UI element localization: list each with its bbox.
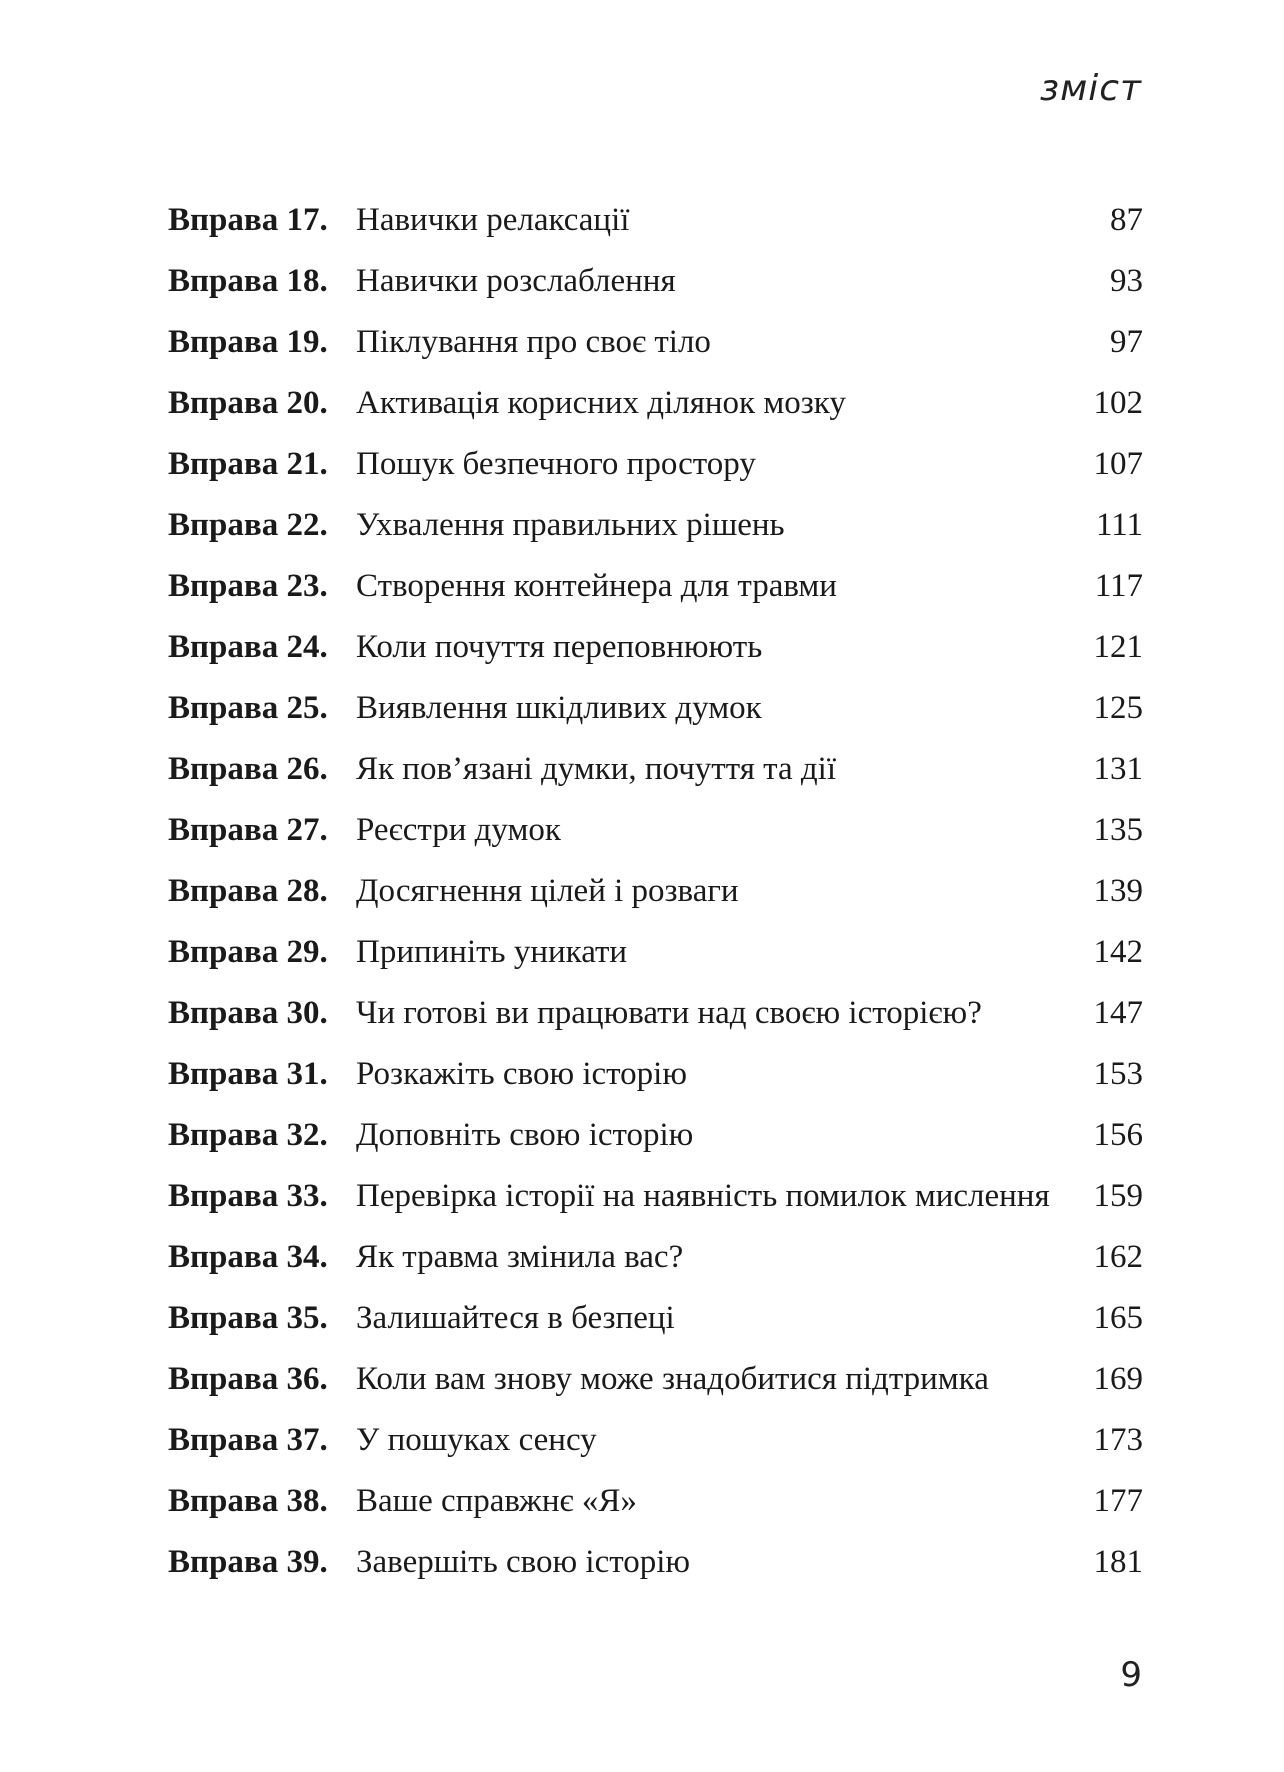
toc-entry-label: Вправа 19. [168, 324, 328, 360]
toc-entry [168, 739, 1143, 800]
toc-entry-page: 87 [1110, 202, 1143, 238]
toc-entry-page: 169 [1093, 1361, 1143, 1397]
toc-entry [168, 495, 1143, 556]
toc-entry-label: Вправа 23. [168, 568, 328, 604]
toc-entry [168, 1166, 1143, 1227]
toc-entry-title: Завершіть свою історію [356, 1544, 691, 1580]
toc-entry-title: Коли вам знову може знадобитися підтримка [356, 1361, 989, 1397]
toc-entry-label: Вправа 17. [168, 202, 328, 238]
toc-entry-title: Реєстри думок [356, 812, 561, 848]
toc-entry-title: Навички розслаблення [356, 263, 676, 299]
toc-entry-label: Вправа 21. [168, 446, 328, 482]
toc-entry-page: 165 [1093, 1300, 1143, 1336]
toc-entry-title: Коли почуття переповнюють [356, 629, 763, 665]
toc-entry-page: 102 [1093, 385, 1143, 421]
toc-entry-title: Припиніть уникати [356, 934, 628, 970]
toc-entry-label: Вправа 38. [168, 1483, 328, 1519]
toc-entry-title: Виявлення шкідливих думок [356, 690, 762, 726]
toc-entry-page: 156 [1093, 1117, 1143, 1153]
toc-entry-page: 162 [1093, 1239, 1143, 1275]
toc-entry-page: 97 [1110, 324, 1143, 360]
table-of-contents [168, 190, 1143, 1593]
toc-entry [168, 556, 1143, 617]
toc-entry-page: 131 [1093, 751, 1143, 787]
running-header: зміст [1039, 68, 1142, 109]
toc-entry-label: Вправа 31. [168, 1056, 328, 1092]
toc-entry-label: Вправа 33. [168, 1178, 328, 1214]
toc-entry-title: Як пов’язані думки, почуття та дії [356, 751, 836, 787]
toc-entry-title: У пошуках сенсу [356, 1422, 597, 1458]
toc-entry-label: Вправа 32. [168, 1117, 328, 1153]
toc-entry-page: 177 [1093, 1483, 1143, 1519]
toc-entry [168, 1471, 1143, 1532]
toc-entry-page: 159 [1093, 1178, 1143, 1214]
toc-entry-page: 135 [1093, 812, 1143, 848]
toc-entry [168, 251, 1143, 312]
toc-entry-page: 173 [1093, 1422, 1143, 1458]
toc-entry-title: Розкажіть свою історію [356, 1056, 687, 1092]
toc-entry-page: 107 [1093, 446, 1143, 482]
toc-entry [168, 373, 1143, 434]
toc-entry-page: 142 [1093, 934, 1143, 970]
toc-entry [168, 1288, 1143, 1349]
toc-entry-page: 121 [1093, 629, 1143, 665]
toc-entry [168, 800, 1143, 861]
toc-entry-page: 93 [1110, 263, 1143, 299]
toc-entry [168, 1410, 1143, 1471]
toc-entry-title: Як травма змінила вас? [356, 1239, 684, 1275]
toc-entry [168, 434, 1143, 495]
toc-entry-title: Ухвалення правильних рішень [356, 507, 785, 543]
toc-entry-label: Вправа 25. [168, 690, 328, 726]
page-number: 9 [1120, 1655, 1142, 1695]
toc-entry-page: 147 [1093, 995, 1143, 1031]
toc-entry-title: Чи готові ви працювати над своєю історією? [356, 995, 982, 1031]
toc-entry-label: Вправа 20. [168, 385, 328, 421]
toc-entry-label: Вправа 29. [168, 934, 328, 970]
toc-entry-label: Вправа 39. [168, 1544, 328, 1580]
toc-entry [168, 861, 1143, 922]
toc-entry [168, 190, 1143, 251]
toc-entry-title: Активація корисних ділянок мозку [356, 385, 846, 421]
toc-entry-page: 117 [1094, 568, 1143, 604]
toc-entry [168, 1349, 1143, 1410]
toc-entry-label: Вправа 22. [168, 507, 328, 543]
toc-entry-title: Створення контейнера для травми [356, 568, 837, 604]
toc-entry [168, 312, 1143, 373]
toc-entry-title: Залишайтеся в безпеці [356, 1300, 675, 1336]
toc-entry-title: Піклування про своє тіло [356, 324, 711, 360]
toc-entry-label: Вправа 18. [168, 263, 328, 299]
toc-entry-title: Ваше справжнє «Я» [356, 1483, 637, 1519]
toc-entry-label: Вправа 34. [168, 1239, 328, 1275]
toc-entry [168, 922, 1143, 983]
toc-entry-label: Вправа 24. [168, 629, 328, 665]
toc-entry-page: 181 [1093, 1544, 1143, 1580]
toc-entry-page: 111 [1095, 507, 1143, 543]
toc-entry [168, 678, 1143, 739]
toc-entry-label: Вправа 30. [168, 995, 328, 1031]
toc-entry-label: Вправа 35. [168, 1300, 328, 1336]
toc-entry-label: Вправа 26. [168, 751, 328, 787]
toc-entry [168, 1044, 1143, 1105]
toc-entry-page: 125 [1093, 690, 1143, 726]
toc-entry-label: Вправа 28. [168, 873, 328, 909]
toc-entry [168, 1227, 1143, 1288]
toc-entry-label: Вправа 36. [168, 1361, 328, 1397]
toc-entry [168, 983, 1143, 1044]
toc-entry-label: Вправа 27. [168, 812, 328, 848]
toc-entry-title: Досягнення цілей і розваги [356, 873, 739, 909]
toc-entry-label: Вправа 37. [168, 1422, 328, 1458]
toc-entry-title: Навички релаксації [356, 202, 630, 238]
toc-entry-page: 153 [1093, 1056, 1143, 1092]
toc-entry [168, 1532, 1143, 1593]
toc-entry-title: Пошук безпечного простору [356, 446, 756, 482]
toc-entry [168, 1105, 1143, 1166]
toc-entry-page: 139 [1093, 873, 1143, 909]
toc-entry-title: Доповніть свою історію [356, 1117, 694, 1153]
toc-entry [168, 617, 1143, 678]
toc-entry-title: Перевірка історії на наявність помилок мислення [356, 1178, 1050, 1214]
